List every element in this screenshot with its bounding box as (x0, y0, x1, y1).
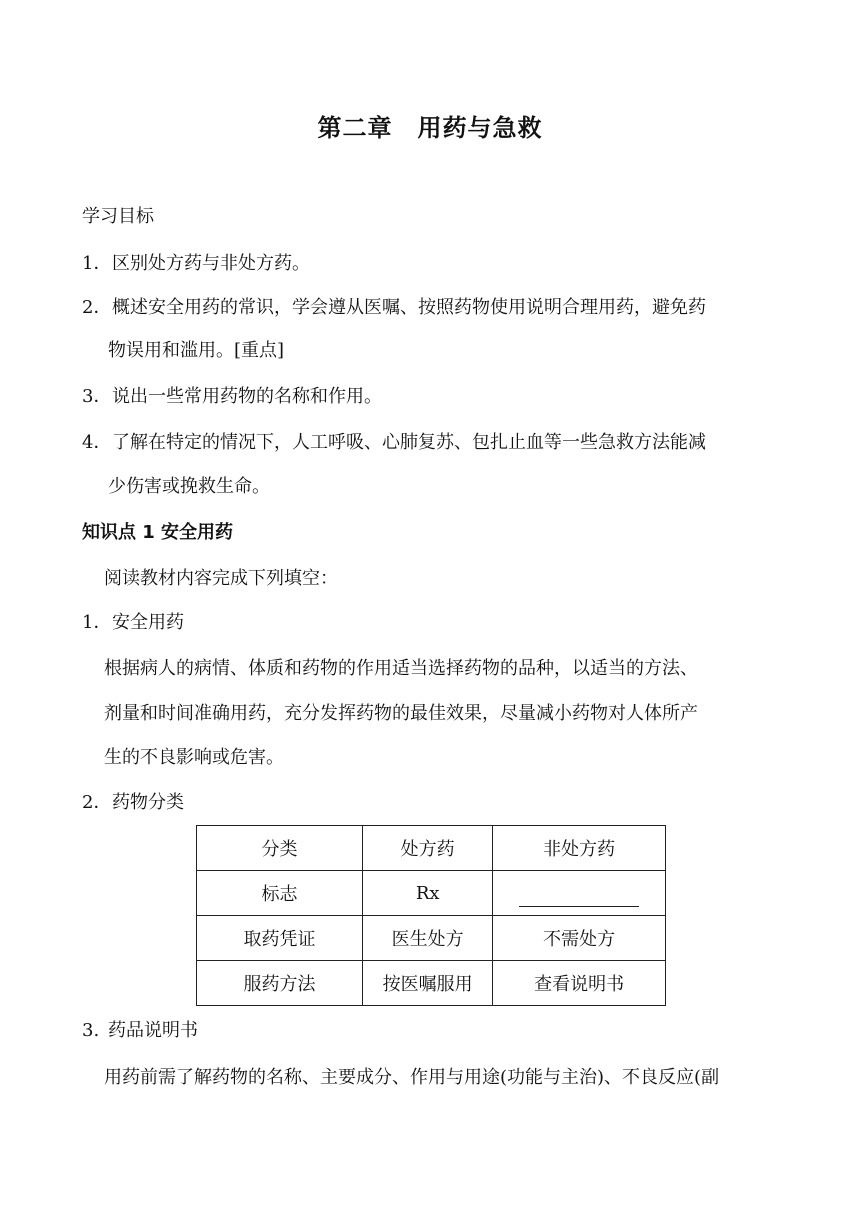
table-cell-label: 服药方法 (197, 961, 363, 1006)
table-cell-otc (493, 871, 666, 916)
paragraph-line: 根据病人的病情、体质和药物的作用适当选择药物的品种，以适当的方法、 (104, 658, 698, 679)
objective-number: 4． (82, 432, 112, 453)
objectives-heading: 学习目标 (82, 206, 154, 227)
knowledge-point-heading: 知识点 1 安全用药 (82, 522, 234, 543)
objective-text: 说出一些常用药物的名称和作用。 (112, 386, 382, 407)
objective-text-continued: 少伤害或挽救生命。 (108, 476, 270, 497)
table-cell-prescription: 医生处方 (363, 916, 493, 961)
objective-item (82, 293, 706, 323)
objective-item (82, 382, 382, 412)
table-row (197, 961, 666, 1006)
table-cell-prescription: 按医嘱服用 (363, 961, 493, 1006)
objective-number: 2． (82, 297, 112, 318)
section-title: 药品说明书 (108, 1020, 198, 1041)
fill-in-blank (519, 886, 639, 907)
table-header-row (197, 826, 666, 871)
paragraph-line: 用药前需了解药物的名称、主要成分、作用与用途(功能与主治)、不良反应(副 (104, 1067, 720, 1088)
table-cell-otc: 不需处方 (493, 916, 666, 961)
paragraph-line: 生的不良影响或危害。 (104, 747, 284, 768)
objective-text-continued: 物误用和滥用。[重点] (108, 340, 285, 361)
objective-number: 1． (82, 253, 112, 274)
table-row (197, 916, 666, 961)
objective-number: 3． (82, 386, 112, 407)
table-header-cell: 分类 (197, 826, 363, 871)
objective-text: 了解在特定的情况下，人工呼吸、心肺复苏、包扎止血等一些急救方法能减 (112, 432, 706, 453)
section-title: 安全用药 (112, 612, 184, 633)
chapter-title: 第二章 用药与急救 (317, 114, 543, 142)
section-number: 2． (82, 792, 112, 813)
section-title: 药物分类 (112, 792, 184, 813)
intro-text: 阅读教材内容完成下列填空： (104, 568, 338, 589)
paragraph-line: 剂量和时间准确用药，充分发挥药物的最佳效果，尽量减小药物对人体所产 (104, 703, 698, 724)
section-heading (82, 788, 184, 818)
table-cell-label: 标志 (197, 871, 363, 916)
table-header-cell: 处方药 (363, 826, 493, 871)
objective-text: 区别处方药与非处方药。 (112, 253, 310, 274)
table-header-cell: 非处方药 (493, 826, 666, 871)
section-number: 1． (82, 612, 112, 633)
drug-classification-table (196, 825, 666, 1006)
objective-item (82, 249, 310, 279)
section-heading (82, 1016, 198, 1046)
table-cell-otc: 查看说明书 (493, 961, 666, 1006)
table-row (197, 871, 666, 916)
table-cell-prescription: Rx (363, 871, 493, 916)
section-number: 3. (82, 1020, 100, 1041)
objective-item (82, 428, 706, 458)
objective-text: 概述安全用药的常识，学会遵从医嘱、按照药物使用说明合理用药，避免药 (112, 297, 706, 318)
table-cell-label: 取药凭证 (197, 916, 363, 961)
section-heading (82, 608, 184, 638)
